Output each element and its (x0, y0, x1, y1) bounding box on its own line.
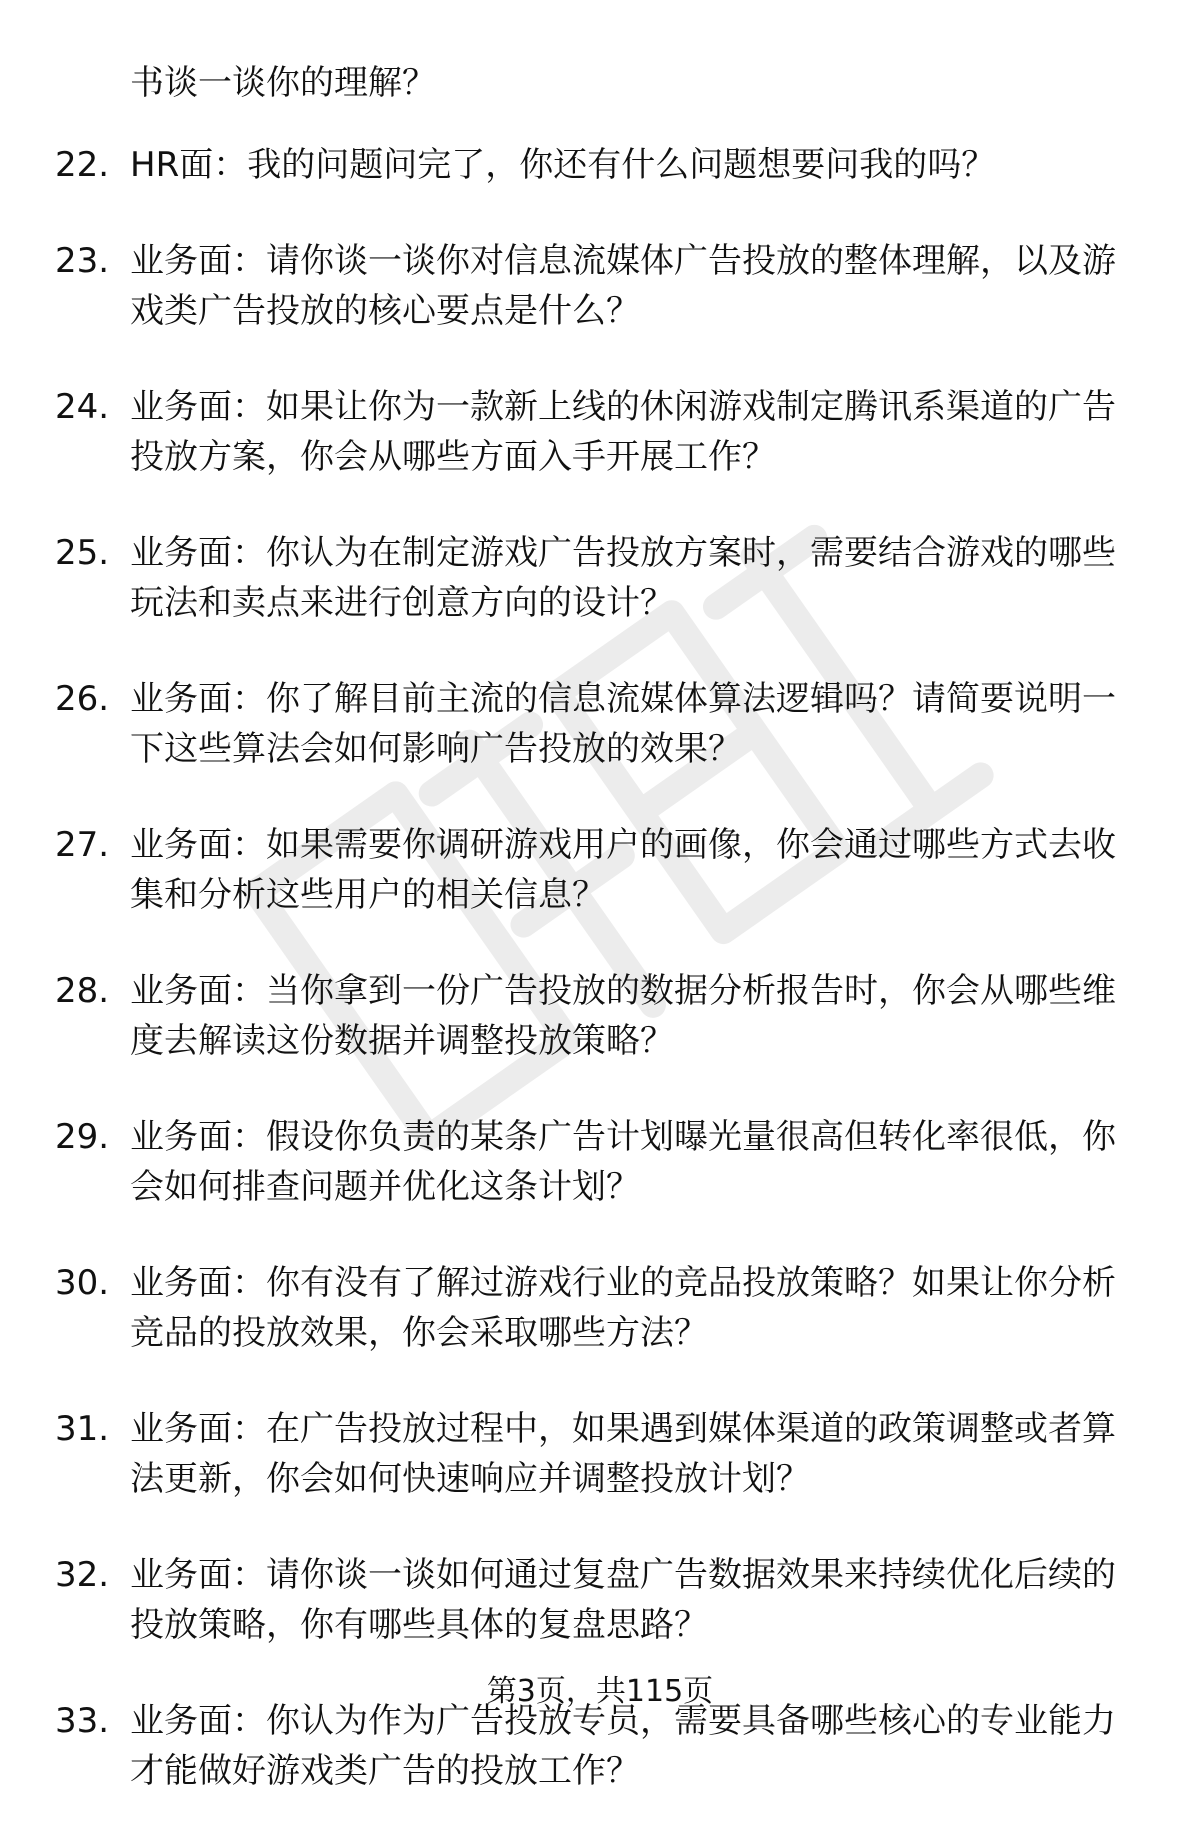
item-text: HR面：我的问题问完了，你还有什么问题想要问我的吗？ (130, 145, 996, 185)
item-number: 24. (55, 387, 110, 427)
list-item (0, 1112, 1200, 1212)
question-list (0, 140, 1200, 1842)
list-item (0, 382, 1200, 482)
item-number: 27. (55, 825, 110, 865)
item-number: 32. (55, 1555, 110, 1595)
item-text: 业务面：假设你负责的某条广告计划曝光量很高但转化率很低，你会如何排查问题并优化这条计划？ (130, 1117, 1116, 1207)
item-number: 28. (55, 971, 110, 1011)
item-number: 22. (55, 145, 110, 185)
item-text: 业务面：你认为在制定游戏广告投放方案时，需要结合游戏的哪些玩法和卖点来进行创意方向的设计？ (130, 533, 1116, 623)
item-text: 业务面：你有没有了解过游戏行业的竞品投放策略？如果让你分析竞品的投放效果，你会采取哪些方法？ (130, 1263, 1116, 1353)
item-text: 业务面：如果让你为一款新上线的休闲游戏制定腾讯系渠道的广告投放方案，你会从哪些方面入手开展工作？ (130, 387, 1116, 477)
item-number: 25. (55, 533, 110, 573)
item-text: 业务面：请你谈一谈你对信息流媒体广告投放的整体理解，以及游戏类广告投放的核心要点是什么？ (130, 241, 1116, 331)
item-text: 业务面：你了解目前主流的信息流媒体算法逻辑吗？请简要说明一下这些算法会如何影响广告投放的效果？ (130, 679, 1116, 769)
list-item (0, 820, 1200, 920)
list-item (0, 1550, 1200, 1650)
item-number: 23. (55, 241, 110, 281)
list-item (0, 140, 1200, 190)
list-item (0, 1258, 1200, 1358)
list-item (0, 1404, 1200, 1504)
page-footer: 第3页，共115页 (486, 1674, 714, 1709)
continuation-text: 书谈一谈你的理解？ (130, 63, 436, 103)
list-item (0, 236, 1200, 336)
item-text: 业务面：你认为作为广告投放专员，需要具备哪些核心的专业能力才能做好游戏类广告的投放工作？ (130, 1701, 1116, 1791)
item-number: 33. (55, 1701, 110, 1741)
item-text: 业务面：如果需要你调研游戏用户的画像，你会通过哪些方式去收集和分析这些用户的相关信息？ (130, 825, 1116, 915)
item-number: 26. (55, 679, 110, 719)
list-item (0, 674, 1200, 774)
item-number: 31. (55, 1409, 110, 1449)
item-number: 30. (55, 1263, 110, 1303)
list-item (0, 966, 1200, 1066)
item-text: 业务面：当你拿到一份广告投放的数据分析报告时，你会从哪些维度去解读这份数据并调整投放策略？ (130, 971, 1116, 1061)
item-number: 29. (55, 1117, 110, 1157)
item-text: 业务面：在广告投放过程中，如果遇到媒体渠道的政策调整或者算法更新，你会如何快速响应并调整投放计划？ (130, 1409, 1116, 1499)
list-item (0, 528, 1200, 628)
item-text: 业务面：请你谈一谈如何通过复盘广告数据效果来持续优化后续的投放策略，你有哪些具体的复盘思路？ (130, 1555, 1116, 1645)
